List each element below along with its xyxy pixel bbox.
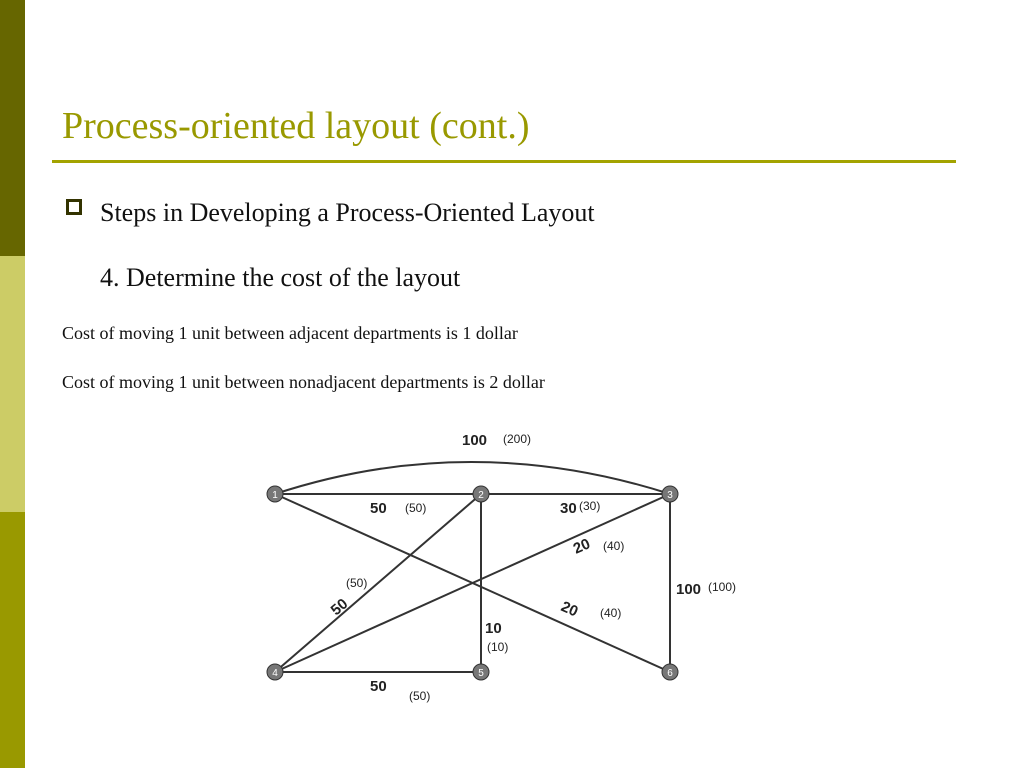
node-5 <box>473 664 489 680</box>
edge-3-6-load: 100 <box>676 581 702 598</box>
node-6 <box>662 664 678 680</box>
node-6-label: 6 <box>667 668 673 679</box>
edge-2-4-cost: (50) <box>346 576 368 590</box>
edge-1-6-cost: (40) <box>600 606 622 620</box>
edge-1-2-cost: (50) <box>405 501 427 515</box>
bullet-heading: Steps in Developing a Process-Oriented Layout <box>100 198 595 227</box>
edge-2-3-load: 30 <box>560 500 577 517</box>
cost-note-nonadjacent: Cost of moving 1 unit between nonadjacent departments is 2 dollar <box>62 372 545 392</box>
edge-2-4-load: 50 <box>327 595 352 620</box>
edge-4-5-load: 50 <box>370 678 387 695</box>
edge-1-3-load: 100 <box>462 432 488 449</box>
node-1-label: 1 <box>272 490 278 501</box>
cost-note-adjacent: Cost of moving 1 unit between adjacent departments is 1 dollar <box>62 323 518 343</box>
step-text: 4. Determine the cost of the layout <box>100 263 461 292</box>
edge-4-5-cost: (50) <box>409 689 431 703</box>
node-4-label: 4 <box>272 668 278 679</box>
edge-1-3 <box>275 462 670 494</box>
edge-1-3-cost: (200) <box>503 432 532 446</box>
edge-3-6-cost: (100) <box>708 580 737 594</box>
edge-2-5-cost: (10) <box>487 640 509 654</box>
node-5-label: 5 <box>478 668 484 679</box>
edge-2-5-load: 10 <box>485 620 502 637</box>
node-1 <box>267 486 283 502</box>
node-3 <box>662 486 678 502</box>
edge-3-4-load: 20 <box>570 535 593 558</box>
edge-1-6-load: 20 <box>558 598 581 621</box>
edge-2-3-cost: (30) <box>579 499 601 513</box>
edge-1-2-load: 50 <box>370 500 387 517</box>
node-3-label: 3 <box>667 490 673 501</box>
edge-2-4 <box>275 494 481 672</box>
node-2 <box>473 486 489 502</box>
slide-title: Process-oriented layout (cont.) <box>62 105 530 147</box>
node-2-label: 2 <box>478 490 484 501</box>
edge-3-4-cost: (40) <box>603 539 625 553</box>
node-4 <box>267 664 283 680</box>
